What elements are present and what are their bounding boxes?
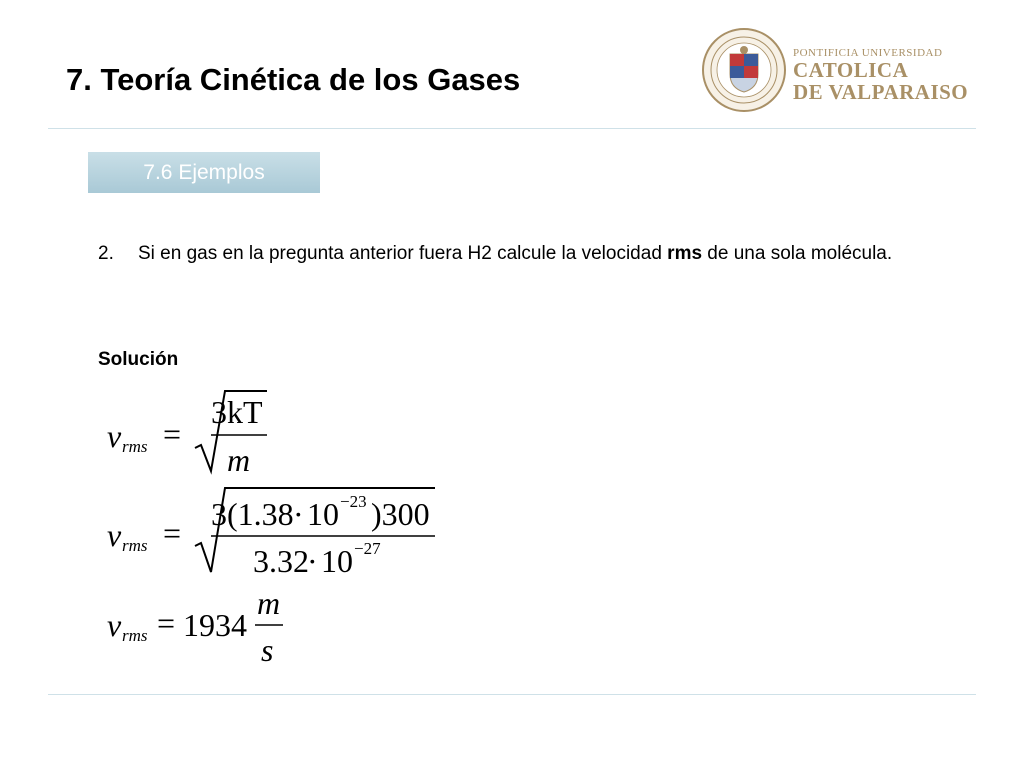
question-text	[138, 240, 958, 267]
eq2-equals: =	[163, 515, 182, 551]
equation-2	[107, 488, 435, 579]
slide-title: 7. Teoría Cinética de los Gases	[66, 62, 521, 97]
eq3-unit-den: s	[261, 632, 274, 668]
eq1-num: 3kT	[211, 394, 263, 430]
question-text-before: Si en gas en la pregunta anterior fuera H2 calcule la velocidad	[138, 243, 668, 264]
logo-line2: CATOLICA	[793, 58, 909, 82]
eq3-v: v	[107, 607, 122, 643]
eq1-equals: =	[163, 416, 182, 452]
eq2-den-a: 3.32	[253, 543, 309, 579]
question	[98, 240, 958, 267]
logo-line3: DE VALPARAISO	[793, 80, 969, 104]
eq3-sub: rms	[122, 626, 148, 645]
question-bold: rms	[667, 243, 703, 264]
university-name	[793, 47, 968, 103]
footer-divider	[48, 694, 976, 695]
eq2-v: v	[107, 517, 122, 553]
eq2-sub: rms	[122, 536, 148, 555]
eq3-value: 1934	[183, 607, 247, 643]
eq1-den: m	[227, 442, 251, 478]
equation-3	[107, 585, 283, 668]
eq1-sub: rms	[122, 437, 148, 456]
eq2-den-dot: ·	[307, 543, 318, 579]
eq2-num-dot: ·	[293, 496, 304, 532]
eq3-equals: =	[157, 605, 176, 641]
eq2-den-exp: −27	[354, 539, 381, 558]
question-text-after: de una sola molécula.	[702, 243, 893, 264]
eq2-num-c: )300	[371, 496, 430, 532]
eq1-v: v	[107, 418, 122, 454]
equation-1	[107, 391, 267, 478]
eq2-num-exp: −23	[340, 492, 367, 511]
question-number: 2.	[98, 243, 114, 264]
section-tag: 7.6 Ejemplos	[88, 152, 320, 193]
eq2-num-a: 3(1.38	[211, 496, 294, 532]
eq3-unit-num: m	[257, 585, 281, 621]
equations	[95, 380, 515, 680]
eq2-num-b: 10	[307, 496, 339, 532]
logo-line1: PONTIFICIA UNIVERSIDAD	[793, 47, 943, 59]
eq2-den-b: 10	[321, 543, 353, 579]
solution-label: Solución	[98, 349, 179, 370]
header-divider	[48, 128, 976, 129]
